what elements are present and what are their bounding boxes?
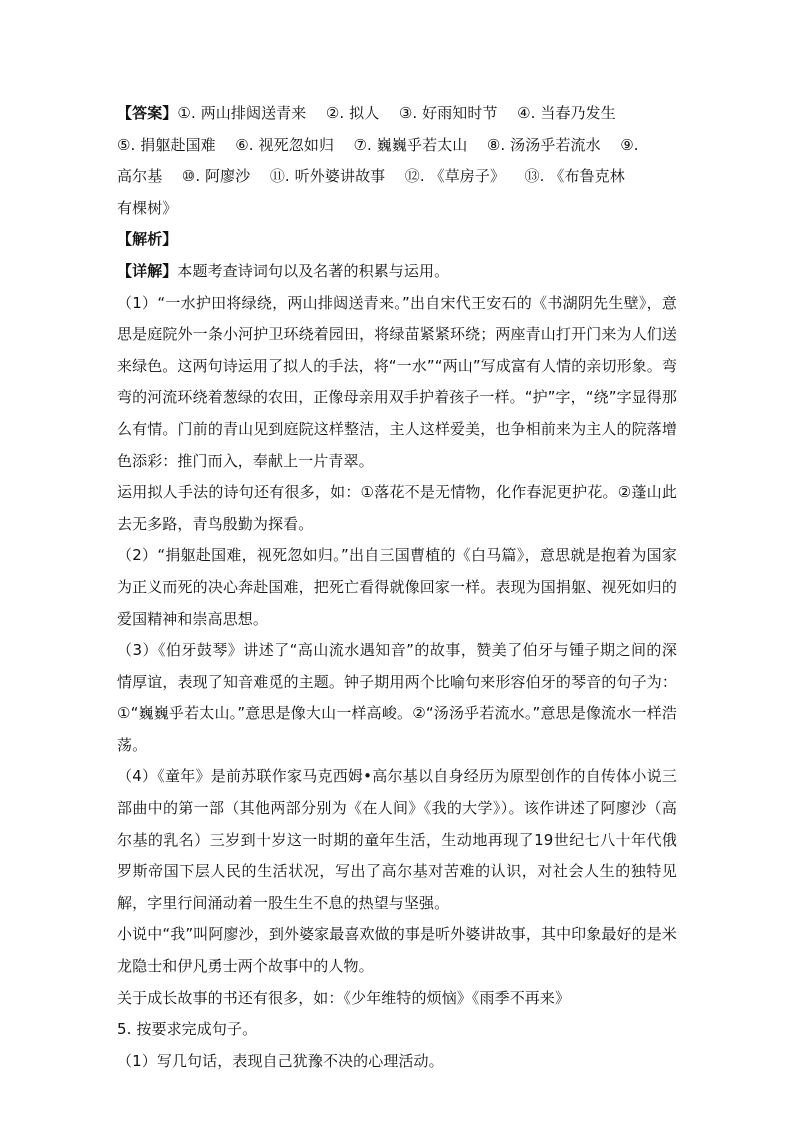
detail-line — [117, 256, 677, 288]
analysis-tag: 【解析】 — [117, 230, 178, 249]
detail-tag: 【详解】 — [117, 261, 178, 280]
question-heading: 5. 按要求完成句子。 — [117, 1020, 258, 1039]
answer-line-1 — [117, 98, 677, 130]
paragraph-6: 小说中“我”叫阿廖沙，到外婆家最喜欢做的事是听外婆讲故事，其中印象最好的是米龙隐士和伊凡勇士两个故事中的人物。 — [117, 925, 677, 976]
detail-text: 本题考查诗词句以及名著的积累与运用。 — [177, 261, 450, 280]
answer-line-2: ⑤. 捐躯赴国难 ⑥. 视死忽如归 ⑦. 巍巍乎若太山 ⑧. 汤汤乎若流水 ⑨. — [117, 135, 639, 154]
paragraph-2: 运用拟人手法的诗句还有很多，如：①落花不是无情物，化作春泥更护花。②蓬山此去无多路，青鸟殷勤为探看。 — [117, 483, 677, 533]
paragraph-3: （2）“捐躯赴国难，视死忽如归。”出自三国曹植的《白马篇》，意思就是抱着为国家为正义而死的决心奔赴国难，把死亡看得就像回家一样。表现为国捐躯、视死如归的爱国精神和崇高思想。 — [117, 546, 677, 628]
document-page — [117, 98, 677, 1077]
answer-line-4: 有棵树》 — [117, 198, 178, 217]
paragraph-4: （3）《伯牙鼓琴》讲述了“高山流水遇知音”的故事，赞美了伯牙与锺子期之间的深情厚谊，表现了知音难觅的主题。钟子期用两个比喻句来形容伯牙的琴音的句子为：①“巍巍乎若太山。”意思是像大山一样高峻。②“汤汤乎若流水。”意思是像流水一样浩荡。 — [117, 641, 677, 754]
paragraph-5: （4）《童年》是前苏联作家马克西姆•高尔基以自身经历为原型创作的自传体小说三部曲中的第一部（其他两部分别为《在人间》《我的大学》）。该作讲述了阿廖沙（高尔基的乳名）三岁到十岁这一时期的童年生活，生动地再现了19世纪七八十年代俄罗斯帝国下层人民的生活状况，写出了高尔基对苦难的认识，对社会人生的独特见解，字里行间涌动着一股生生不息的热望与坚强。 — [117, 767, 677, 912]
answer-line-3: 高尔基 ⑩. 阿廖沙 ⑪. 听外婆讲故事 ⑫. 《草房子》 ⑬. 《布鲁克林 — [117, 167, 625, 186]
paragraph-7: 关于成长故事的书还有很多，如：《少年维特的烦恼》《雨季不再来》 — [117, 988, 571, 1007]
paragraph-1: （1）“一水护田将绿绕，两山排闼送青来。”出自宋代王安石的《书湖阴先生壁》，意思是庭院外一条小河护卫环绕着园田，将绿苗紧紧环绕；两座青山打开门来为人们送来绿色。这两句诗运用了拟人的手法，将“一水”“两山”写成富有人情的亲切形象。弯弯的河流环绕着葱绿的农田，正像母亲用双手护着孩子一样。“护”字，“绕”字显得那么有情。门前的青山见到庭院这样整洁，主人这样爱美，也争相前来为主人的院落增色添彩：推门而入，奉献上一片青翠。 — [117, 293, 677, 470]
answer-text-1: ①. 两山排闼送青来 ②. 拟人 ③. 好雨知时节 ④. 当春乃发生 — [177, 104, 616, 122]
question-item-1: （1）写几句话，表现自己犹豫不决的心理活动。 — [117, 1051, 444, 1070]
answer-tag: 【答案】 — [117, 104, 178, 122]
